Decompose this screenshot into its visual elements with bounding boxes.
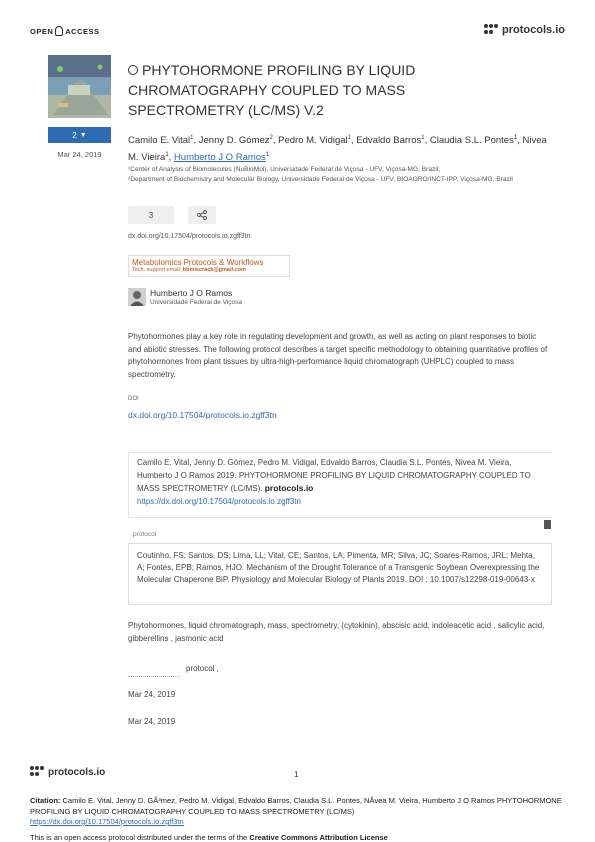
open-access-text: OPEN <box>30 26 54 36</box>
footer-citation-url[interactable]: https://dx.doi.org/10.17504/protocols.io.zgff3tn <box>30 817 184 826</box>
protocol-label: protocol <box>133 531 157 538</box>
affiliation: ²Department of Biochemistry and Molecular Biology, Universidade Federal de Viçosa - UFV, BIOAGRO/INCT-IPP, Viçosa-MG, Brazil <box>128 176 513 183</box>
open-lock-icon <box>55 26 63 36</box>
doi-link[interactable]: dx.doi.org/10.17504/protocols.io.zgff3tn <box>128 410 277 420</box>
protocol-thumbnail <box>48 55 111 118</box>
page-title <box>128 60 448 120</box>
person-institution: Universidade Federal de Viçosa <box>150 299 243 306</box>
footer-brand: protocols.io <box>48 766 106 778</box>
protocols-io-brand: protocols.io <box>502 24 565 36</box>
author[interactable]: Nivea M. Vieira$^1$ <box>128 135 547 164</box>
counter-button[interactable] <box>128 206 174 224</box>
license-link[interactable]: Creative Commons Attribution License <box>249 833 388 842</box>
workspace-support: Tech. support email: bbmiscrack@gmail.com <box>132 267 246 273</box>
protocol-type: protocol , <box>186 664 219 673</box>
share-icon <box>197 210 207 220</box>
version-dropdown[interactable] <box>48 127 111 143</box>
protocols-io-icon <box>484 24 498 36</box>
author[interactable]: Claudia S.L. Pontes$^1$ <box>429 135 518 147</box>
access-text: ACCESS <box>65 26 100 36</box>
author[interactable]: Edvaldo Barros$^1$ <box>356 135 425 147</box>
footer-citation-text: Camilo E. Vital, Jenny D. GÃ³mez, Pedro M. Vidigal, Edvaldo Barros, Claudia S.L. Pontes, NÃvea M. Vieira, Humberto J O Ramos PHYTOHORMONE PROFILING BY LIQUID CHROMATOGRAPHY COUPLED TO MASS SPECTROMETRY (LC/MS) <box>30 796 562 816</box>
footer-citation <box>30 796 570 828</box>
workspace-box[interactable] <box>128 255 290 277</box>
affiliation: ¹Center of Analysis of Biomolecules (NuBioMol), Universidade Federal de Viçosa - UFV, Viçosa-MG, Brazil; <box>128 166 441 173</box>
document-icon[interactable] <box>544 520 551 529</box>
avatar[interactable] <box>128 288 146 306</box>
support-email[interactable]: bbmiscrack@gmail.com <box>182 267 246 273</box>
affiliations <box>128 165 548 185</box>
protocols-io-footer-logo[interactable] <box>30 766 105 778</box>
author[interactable]: Pedro M. Vidigal$^1$ <box>278 135 352 147</box>
page-number: 1 <box>294 770 299 779</box>
modified-date: Mar 24, 2019 <box>128 717 176 726</box>
keywords: Phytohormones, liquid chromatograph, mass, spectrometry, (cytokinin), abscisic acid, indoleacetic acid , salicylic acid, gibberellins , jasmonic acid <box>128 621 545 643</box>
person-name[interactable]: Humberto J O Ramos <box>150 288 233 298</box>
author[interactable]: Camilo E. Vital$^1$ <box>128 135 194 147</box>
citation-brand: protocols.io <box>264 483 314 493</box>
citation-url[interactable]: https://dx.doi.org/10.17504/protocols.io.zgff3tn <box>137 496 301 506</box>
protocols-io-icon <box>30 766 44 778</box>
share-button[interactable] <box>188 206 216 224</box>
open-access-logo <box>30 26 100 36</box>
citation-text: Camilo E. Vital, Jenny D. Gómez, Pedro M. Vidigal, Edvaldo Barros, Claudia S.L. Pontes, Nivea M. Vieira, Humberto J O Ramos 2019. PHYTOHORMONE PROFILING BY LIQUID CHROMATOGRAPHY COUPLED TO MASS SPECTROMETRY (LC/MS). <box>137 458 531 493</box>
citation-box <box>128 452 552 518</box>
version-label: 2 <box>72 130 77 140</box>
author[interactable]: Jenny D. Gómez$^2$ <box>198 135 273 147</box>
author-link[interactable]: Humberto J O Ramos$^1$ <box>173 152 270 164</box>
protocols-io-header-logo[interactable] <box>484 24 565 36</box>
workspace-title[interactable]: Metabolomics Protocols & Workflows <box>132 258 264 267</box>
publish-date: Mar 24, 2019 <box>57 150 102 159</box>
chevron-down-icon: ▼ <box>79 131 87 139</box>
author-list: Camilo E. Vital$^1$, Jenny D. Gómez$^2$, Pedro M. Vidigal$^1$, Edvaldo Barros$^1$, Claudia S.L. Pontes$^1$, Nivea M. Vieira$^1$, Humberto J O Ramos$^1$ <box>128 135 547 164</box>
counter-value: 3 <box>148 210 154 220</box>
title-text: PHYTOHORMONE PROFILING BY LIQUID CHROMATOGRAPHY COUPLED TO MASS SPECTROMETRY (LC/MS) V.2 <box>128 62 416 118</box>
dotted-rule <box>128 670 180 677</box>
citation-label: Citation: <box>30 796 61 805</box>
license-line: This is an open access protocol distributed under the terms of the Creative Commons Attribution License <box>30 833 388 842</box>
created-date: Mar 24, 2019 <box>128 690 176 699</box>
doi-small: dx.doi.org/10.17504/protocols.io.zgff3tn <box>128 233 251 240</box>
globe-icon <box>128 65 138 75</box>
doi-label: DOI <box>128 396 139 402</box>
reference-box: Coutinho, FS; Santos, DS; Lima, LL; Vital, CE; Santos, LA; Pimenta, MR; Silva, JC; Soares-Ramos, JRL; Mehta, A; Fontes, EPB; Ramos, HJO. Mechanism of the Drought Tolerance of a Transgenic Soybean Overexpressing the Molecular Chaperone BiP. Physiology and Molecular Biology of Plants 2019. DOI : 10.1007/s12298-019-00643-x <box>128 543 552 605</box>
abstract: Phytohormones play a key role in regulating development and growth, as well as acting on plant responses to biotic and abiotic stresses. The following protocol describes a target specific methodology to obtaining quantitative profiles of phytohormones from plant tissues by ultra-high-performance liquid chromatograph (UHPLC) coupled to mass spectrometry. <box>128 332 548 379</box>
